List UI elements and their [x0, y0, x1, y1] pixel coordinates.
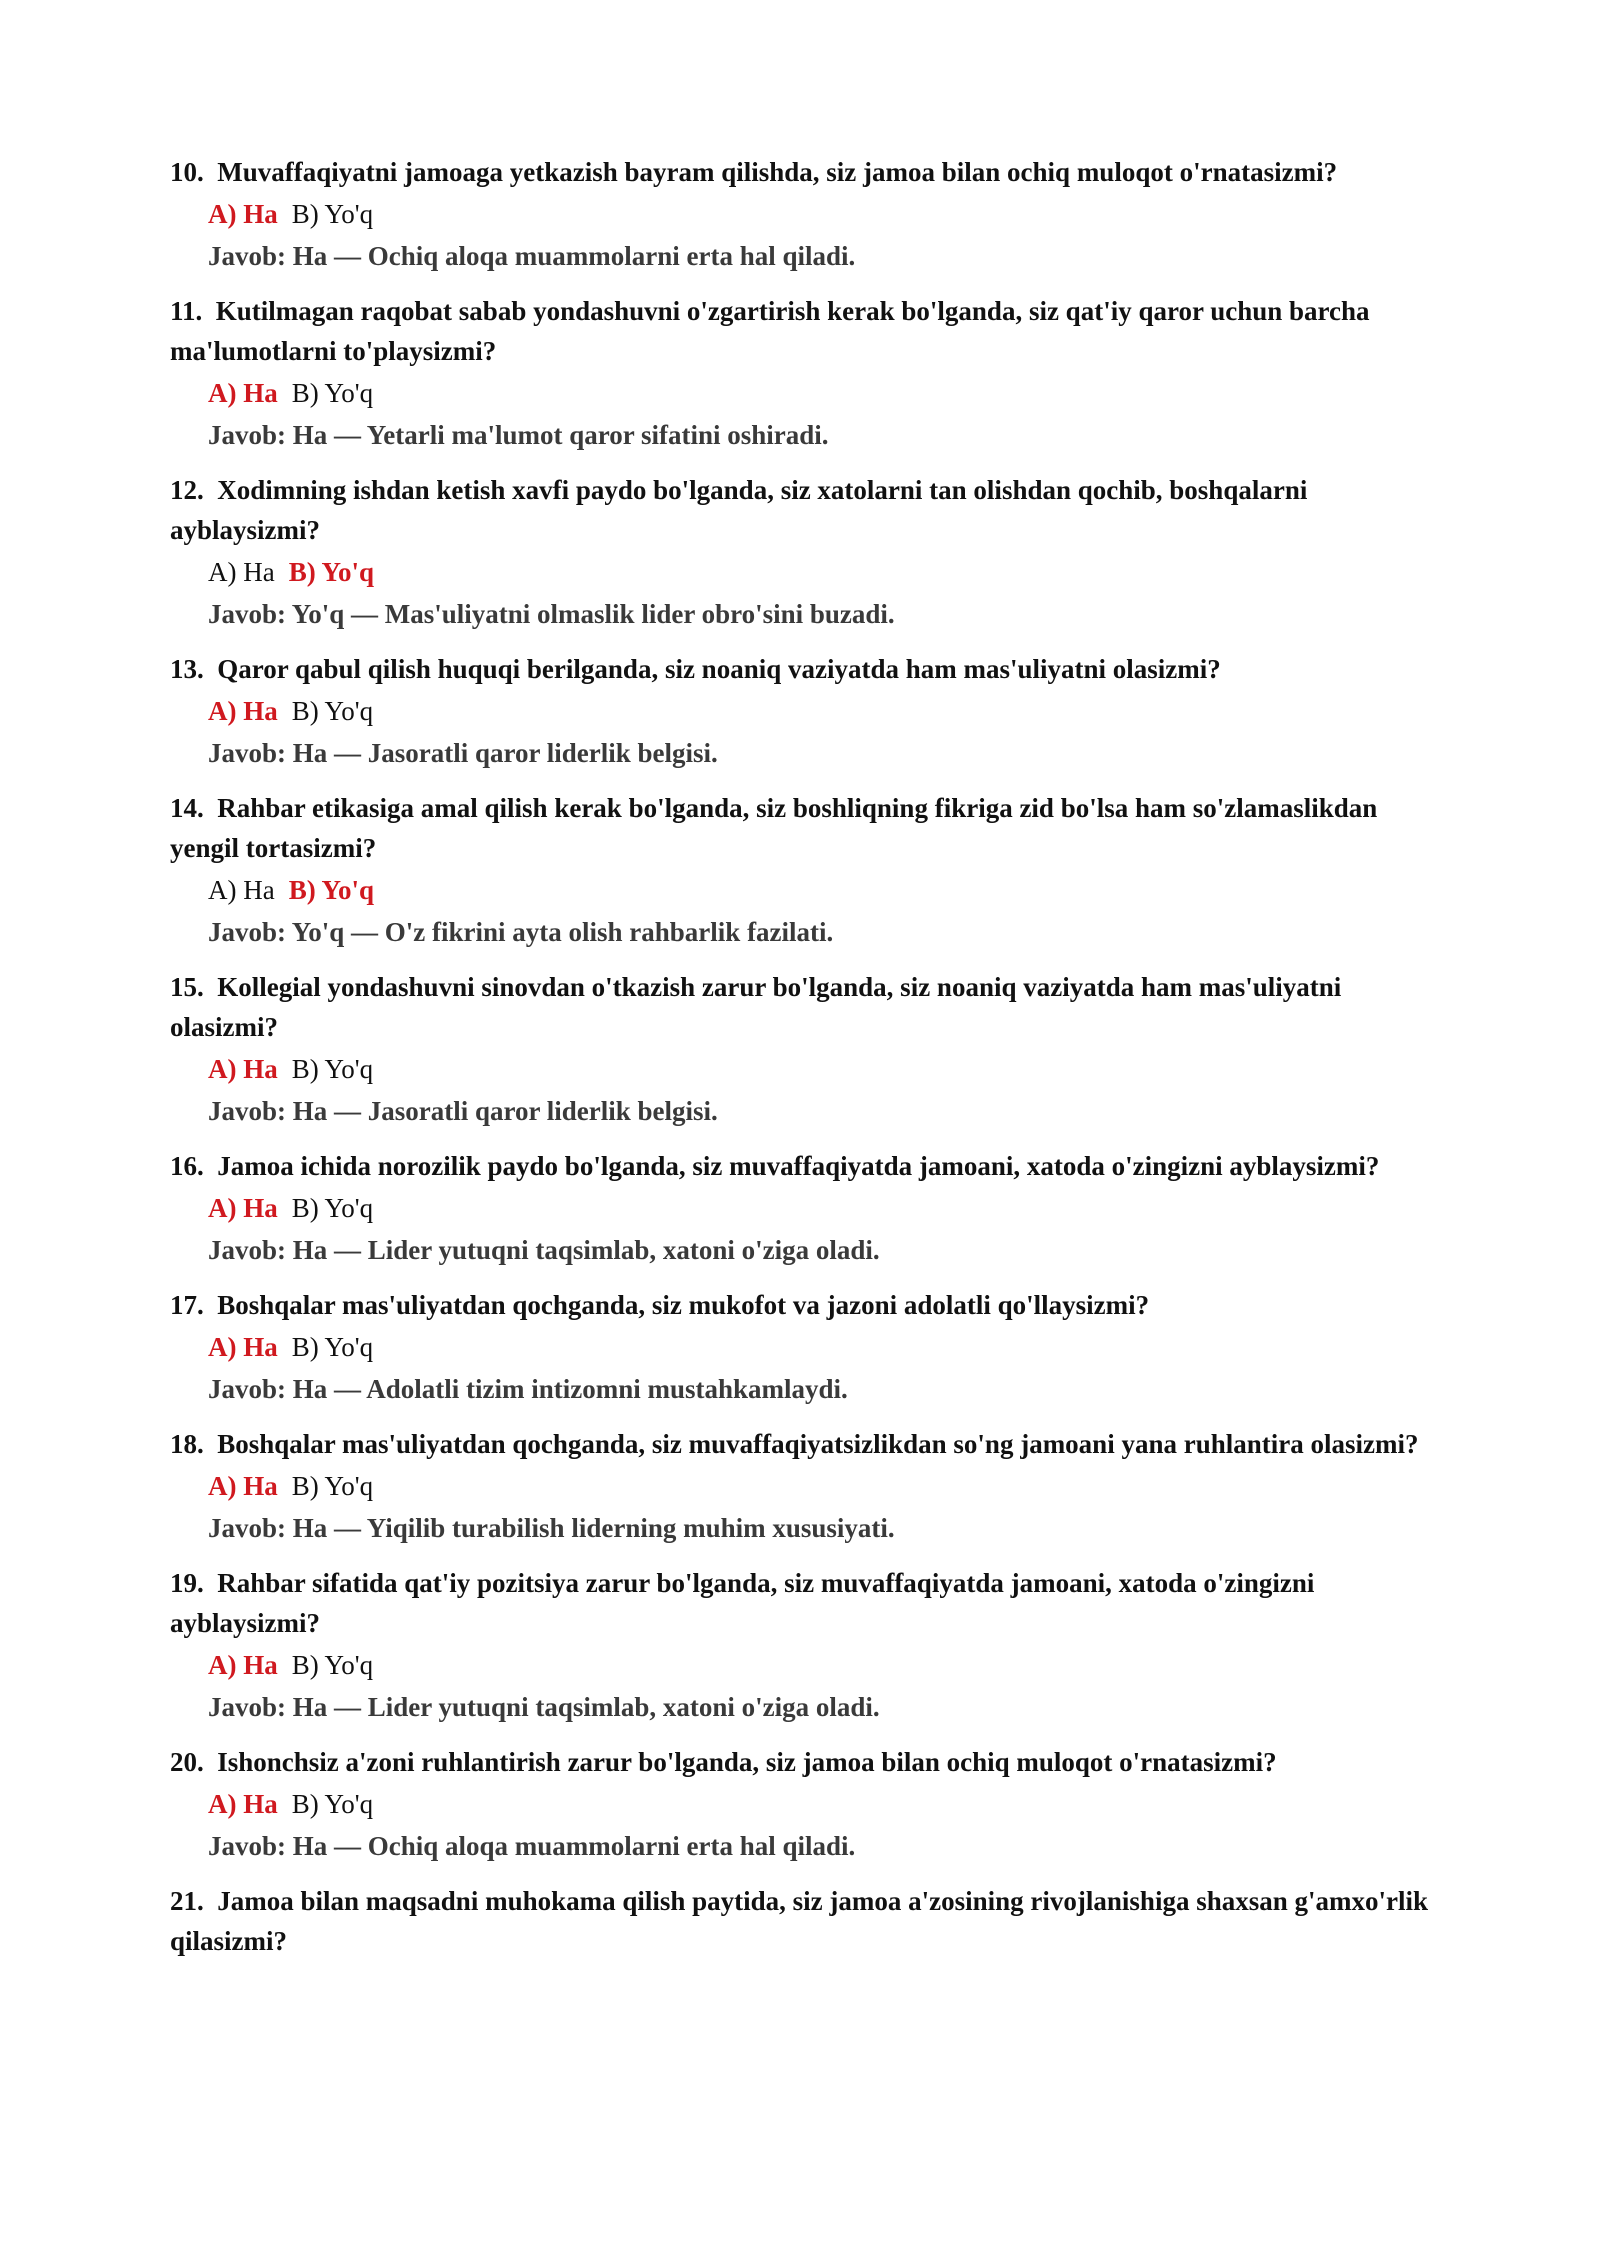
question-text [170, 967, 1450, 1047]
question-body: Boshqalar mas'uliyatdan qochganda, siz mukofot va jazoni adolatli qo'llaysizmi? [217, 1290, 1150, 1320]
question-body: Rahbar etikasiga amal qilish kerak bo'lganda, siz boshliqning fikriga zid bo'lsa ham so'zlamaslikdan yengil tortasizmi? [170, 793, 1378, 863]
option-b[interactable]: B) Yo'q [291, 1471, 374, 1501]
answer-options [208, 1188, 1450, 1229]
question-number: 12. [170, 475, 204, 505]
question-number: 11. [170, 296, 203, 326]
option-b[interactable]: B) Yo'q [291, 199, 374, 229]
answer-options [208, 552, 1450, 593]
answer-explanation: Javob: Ha — Jasoratli qaror liderlik belgisi. [208, 1096, 718, 1126]
question-number: 17. [170, 1290, 204, 1320]
answer-explanation: Javob: Ha — Yetarli ma'lumot qaror sifatini oshiradi. [208, 420, 829, 450]
option-a[interactable]: A) Ha [208, 378, 278, 408]
question-item [170, 1563, 1450, 1728]
question-text [170, 470, 1450, 550]
option-a[interactable]: A) Ha [208, 1054, 278, 1084]
question-item [170, 1146, 1450, 1271]
answer-explanation: Javob: Ha — Ochiq aloqa muammolarni erta hal qiladi. [208, 241, 856, 271]
answer-explanation: Javob: Ha — Lider yutuqni taqsimlab, xatoni o'ziga oladi. [208, 1235, 880, 1265]
question-body: Jamoa ichida norozilik paydo bo'lganda, siz muvaffaqiyatda jamoani, xatoda o'zingizni ayblaysizmi? [217, 1151, 1380, 1181]
question-item [170, 1742, 1450, 1867]
question-text [170, 1881, 1450, 1961]
option-a[interactable]: A) Ha [208, 1471, 278, 1501]
option-b[interactable]: B) Yo'q [291, 378, 374, 408]
option-b[interactable]: B) Yo'q [288, 557, 375, 587]
answer-explanation: Javob: Ha — Ochiq aloqa muammolarni erta hal qiladi. [208, 1831, 856, 1861]
question-body: Qaror qabul qilish huquqi berilganda, siz noaniq vaziyatda ham mas'uliyatni olasizmi? [217, 654, 1221, 684]
question-number: 15. [170, 972, 204, 1002]
question-number: 16. [170, 1151, 204, 1181]
question-item [170, 1285, 1450, 1410]
question-number: 14. [170, 793, 204, 823]
question-item [170, 788, 1450, 953]
question-text [170, 1285, 1450, 1325]
question-body: Jamoa bilan maqsadni muhokama qilish paytida, siz jamoa a'zosining rivojlanishiga shaxsan g'amxo'rlik qilasizmi? [170, 1886, 1428, 1956]
question-body: Rahbar sifatida qat'iy pozitsiya zarur bo'lganda, siz muvaffaqiyatda jamoani, xatoda o'zingizni ayblaysizmi? [170, 1568, 1315, 1638]
answer-explanation: Javob: Ha — Yiqilib turabilish liderning muhim xususiyati. [208, 1513, 895, 1543]
question-number: 19. [170, 1568, 204, 1598]
question-item [170, 1881, 1450, 1961]
question-body: Boshqalar mas'uliyatdan qochganda, siz muvaffaqiyatsizlikdan so'ng jamoani yana ruhlantira olasizmi? [217, 1429, 1419, 1459]
question-number: 10. [170, 157, 204, 187]
question-item [170, 152, 1450, 277]
question-text [170, 1563, 1450, 1643]
option-b[interactable]: B) Yo'q [291, 696, 374, 726]
option-a[interactable]: A) Ha [208, 199, 278, 229]
question-text [170, 1742, 1450, 1782]
option-a[interactable]: A) Ha [208, 1650, 278, 1680]
answer-options [208, 1049, 1450, 1090]
answer-options [208, 691, 1450, 732]
option-a[interactable]: A) Ha [208, 1332, 278, 1362]
option-a[interactable]: A) Ha [208, 1789, 278, 1819]
question-text [170, 152, 1450, 192]
answer-options [208, 1327, 1450, 1368]
question-item [170, 649, 1450, 774]
question-number: 21. [170, 1886, 204, 1916]
answer-options [208, 373, 1450, 414]
question-item [170, 967, 1450, 1132]
question-item [170, 291, 1450, 456]
option-a[interactable]: A) Ha [208, 696, 278, 726]
answer-options [208, 870, 1450, 911]
question-text [170, 1424, 1450, 1464]
answer-options [208, 1784, 1450, 1825]
option-b[interactable]: B) Yo'q [291, 1650, 374, 1680]
question-number: 20. [170, 1747, 204, 1777]
answer-options [208, 1645, 1450, 1686]
question-body: Xodimning ishdan ketish xavfi paydo bo'lganda, siz xatolarni tan olishdan qochib, boshqalarni ayblaysizmi? [170, 475, 1308, 545]
option-b[interactable]: B) Yo'q [291, 1054, 374, 1084]
answer-explanation: Javob: Yo'q — O'z fikrini ayta olish rahbarlik fazilati. [208, 917, 834, 947]
answer-options [208, 1466, 1450, 1507]
question-list [170, 152, 1450, 1961]
question-text [170, 788, 1450, 868]
option-b[interactable]: B) Yo'q [291, 1789, 374, 1819]
question-text [170, 291, 1450, 371]
question-body: Muvaffaqiyatni jamoaga yetkazish bayram qilishda, siz jamoa bilan ochiq muloqot o'rnatasizmi? [217, 157, 1338, 187]
answer-explanation: Javob: Ha — Jasoratli qaror liderlik belgisi. [208, 738, 718, 768]
option-b[interactable]: B) Yo'q [291, 1332, 374, 1362]
question-body: Ishonchsiz a'zoni ruhlantirish zarur bo'lganda, siz jamoa bilan ochiq muloqot o'rnatasizmi? [217, 1747, 1277, 1777]
question-text [170, 1146, 1450, 1186]
option-b[interactable]: B) Yo'q [291, 1193, 374, 1223]
answer-explanation: Javob: Ha — Adolatli tizim intizomni mustahkamlaydi. [208, 1374, 848, 1404]
question-body: Kollegial yondashuvni sinovdan o'tkazish zarur bo'lganda, siz noaniq vaziyatda ham mas'uliyatni olasizmi? [170, 972, 1342, 1042]
option-a[interactable]: A) Ha [208, 557, 275, 587]
option-a[interactable]: A) Ha [208, 1193, 278, 1223]
answer-options [208, 194, 1450, 235]
option-a[interactable]: A) Ha [208, 875, 275, 905]
question-item [170, 470, 1450, 635]
question-number: 18. [170, 1429, 204, 1459]
question-number: 13. [170, 654, 204, 684]
question-item [170, 1424, 1450, 1549]
question-text [170, 649, 1450, 689]
answer-explanation: Javob: Ha — Lider yutuqni taqsimlab, xatoni o'ziga oladi. [208, 1692, 880, 1722]
option-b[interactable]: B) Yo'q [288, 875, 375, 905]
answer-explanation: Javob: Yo'q — Mas'uliyatni olmaslik lider obro'sini buzadi. [208, 599, 895, 629]
question-body: Kutilmagan raqobat sabab yondashuvni o'zgartirish kerak bo'lganda, siz qat'iy qaror uchun barcha ma'lumotlarni to'playsizmi? [170, 296, 1370, 366]
